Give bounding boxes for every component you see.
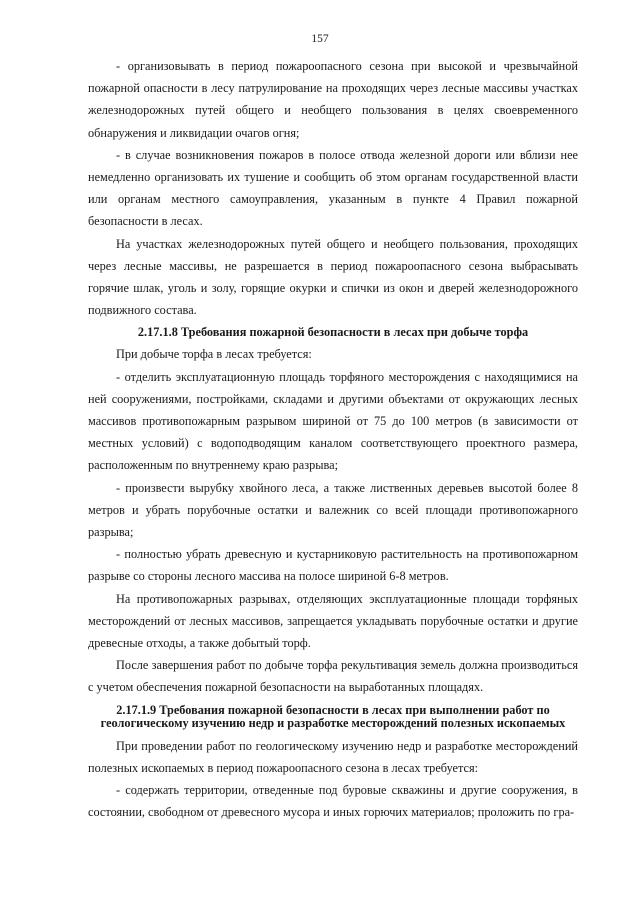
section-heading-peat: 2.17.1.8 Требования пожарной безопасности в лесах при добыче торфа	[137, 325, 529, 340]
section-heading-geology: 2.17.1.9 Требования пожарной безопасности в лесах при выполнении работ по геологическому изучению недр и разработке месторождений полезных ископаемых	[100, 702, 566, 731]
paragraph-peat-cutting: - произвести вырубку хвойного леса, а также лиственных деревьев высотой более 8 метров и убрать порубочные остатки и валежник со всей площади противопожарного разрыва;	[88, 480, 578, 540]
page-content	[88, 55, 578, 824]
paragraph-peat-intro: При добыче торфа в лесах требуется:	[116, 347, 312, 362]
paragraph-patrol: - организовывать в период пожароопасного сезона при высокой и чрезвычайной пожарной опасности в лесу патрулирование на проходящих через лесные массивы участках железнодорожных путей общего и необщего пользования в целях своевременного обнаружения и ликвидации очагов огня;	[88, 59, 578, 140]
paragraph-peat-firebreak: - отделить эксплуатационную площадь торфяного месторождения с находящимися на ней сооружениями, постройками, складами и другими объектами от окружающих лесных массивов противопожарным разрывом шириной от 75 до 100 метров (в зависимости от местных условий) с водоподводящим каналом соответствующего проектного размера, расположенным по внутреннему краю разрыва;	[88, 369, 578, 473]
page-number: 157	[311, 33, 329, 45]
paragraph-geology-territory: - содержать территории, отведенные под буровые скважины и другие сооружения, в состоянии, свободном от древесного мусора и иных горючих материалов; проложить по гра-	[88, 783, 578, 820]
paragraph-fire-response: - в случае возникновения пожаров в полосе отвода железной дороги или вблизи нее немедленно организовать их тушение и сообщить об этом органам государственной власти или органам местного самоуправления, указанным в пункте 4 Правил пожарной безопасности в лесах.	[88, 147, 578, 229]
paragraph-geology-intro: При проведении работ по геологическому изучению недр и разработке месторождений полезных ископаемых в период пожароопасного сезона в лесах требуется:	[88, 738, 578, 775]
paragraph-railway-prohibition: На участках железнодорожных путей общего и необщего пользования, проходящих через лесные массивы, не разрешается в период пожароопасного сезона выбрасывать горячие шлак, уголь и золу, горящие окурки и спички из окон и дверей железнодорожного подвижного состава.	[88, 236, 578, 318]
paragraph-peat-prohibition: На противопожарных разрывах, отделяющих эксплуатационные площади торфяных месторождений от лесных массивов, запрещается укладывать порубочные остатки и другие древесные отходы, а также добытый торф.	[88, 591, 578, 651]
paragraph-peat-reclamation: После завершения работ по добыче торфа рекультивация земель должна производиться с учетом обеспечения пожарной безопасности на выработанных площадях.	[88, 658, 578, 695]
paragraph-peat-vegetation: - полностью убрать древесную и кустарниковую растительность на противопожарном разрыве со стороны лесного массива на полосе шириной 6-8 метров.	[88, 547, 578, 584]
